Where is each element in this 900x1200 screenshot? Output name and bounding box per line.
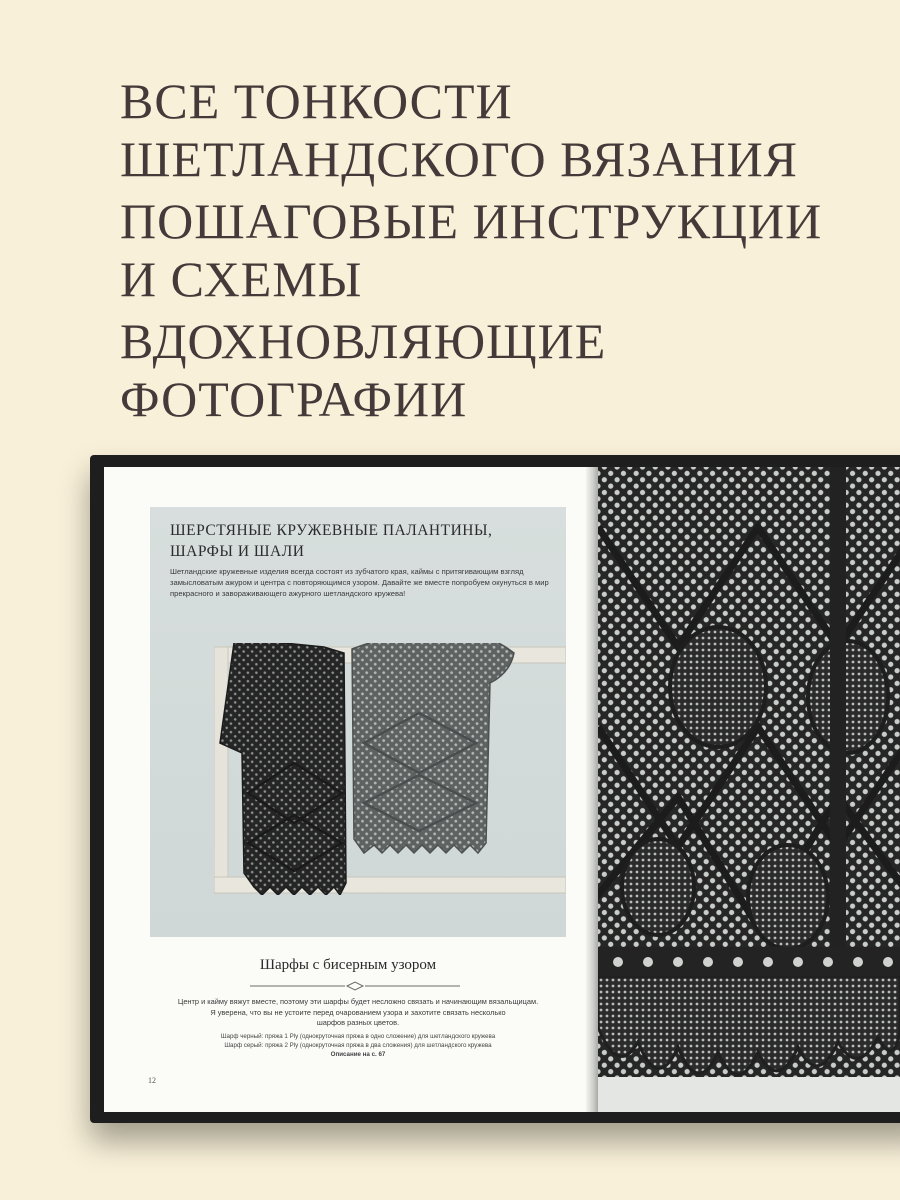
yarn-info: [150, 1032, 566, 1059]
scarves-on-frame-photo: [214, 643, 566, 895]
description-line: Центр и кайму вяжут вместе, поэтому эти шарфы будет несложно связать и начинающим вязальщицам.: [177, 997, 539, 1006]
headline-line: ШЕТЛАНДСКОГО ВЯЗАНИЯ: [120, 131, 799, 187]
description-line: шарфов разных цветов.: [316, 1018, 400, 1027]
description-line: Я уверена, что вы не устоите перед очарованием узора и захотите связать несколько: [210, 1007, 506, 1017]
scarves-image: [214, 643, 566, 895]
section-title-line: ШЕРСТЯНЫЕ КРУЖЕВНЫЕ ПАЛАНТИНЫ,: [170, 522, 493, 539]
headline-line: ФОТОГРАФИИ: [120, 371, 468, 427]
section-title: [170, 520, 550, 562]
headline-line: ВДОХНОВЛЯЮЩИЕ: [120, 313, 607, 369]
page-number: 12: [148, 1076, 156, 1085]
subheading: Шарфы с бисерным узором: [259, 957, 437, 973]
lace-closeup-image: [598, 467, 900, 1112]
headline-block-1: [120, 72, 860, 188]
description-paragraph: [150, 997, 566, 1029]
headline-block-3: [120, 312, 860, 428]
section-title-line: ШАРФЫ И ШАЛИ: [170, 543, 305, 560]
ornament-divider: [250, 981, 460, 991]
intro-paragraph: Шетландские кружевные изделия всегда состоят из зубчатого края, каймы с притягивающим взгляд замысловатым ажуром и центра с повторяющимся узором. Давайте же вместе попробуем окунуться в мир прекрасного и завораживающего ажурного шетландского кружева!: [170, 567, 549, 598]
headline-block-2: [120, 192, 860, 308]
headline: [120, 72, 860, 432]
headline-line: ВСЕ ТОНКОСТИ: [120, 73, 513, 129]
lace-closeup-photo: [598, 467, 900, 1112]
headline-line: ПОШАГОВЫЕ ИНСТРУКЦИИ: [120, 193, 823, 249]
pattern-reference: Описание на с. 67: [330, 1051, 386, 1058]
headline-line: И СХЕМЫ: [120, 251, 363, 307]
yarn-line: Шарф серый: пряжа 2 Ply (однокруточная пряжа в два сложения) для шетландского кружева: [224, 1042, 492, 1049]
yarn-line: Шарф черный: пряжа 1 Ply (однокруточная пряжа в одно сложение) для шетландского кружева: [220, 1033, 496, 1040]
